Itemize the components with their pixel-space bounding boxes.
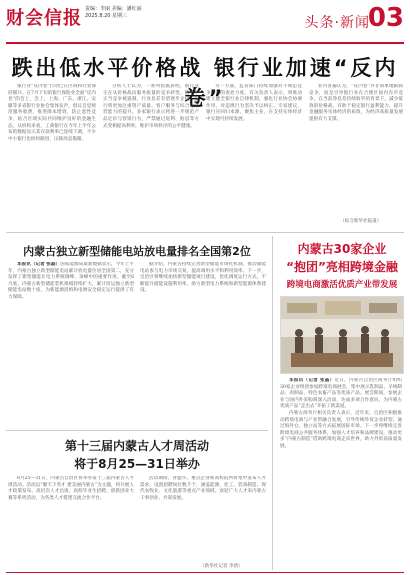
story2-column-2 [140,262,266,427]
lead-headline: 跌出低水平价格战 银行业加速“反内卷” [11,56,399,110]
divider-story2 [6,430,268,431]
masthead [0,0,410,44]
story3-text-2: 活动期间，各盟市、重点企业和高校院所将集中发布人才需求，设置招聘岗位数千个，涵盖能源、化工、装备制造、现代农牧业、文化旅游等重点产业领域。欢迎广大人才来内蒙古干事创业、共谋发展。 [140,476,266,501]
lead-column-4 [309,84,403,216]
lead-text-3: 另一方面，监管部门持续加强对不规范竞争行为的查处力度。有关负责人表示，将推动建立健全银行业自律机制，强化行业协会协调作用，对违规行为坚决予以纠正。专家建议，银行应回归本源，聚焦主业，在支持实体经济中实现可持续发展。 [206,84,302,122]
section-title: 头条·新闻 [304,15,370,31]
story3-headline-line2: 将于8月25—31日举办 [74,457,200,471]
lead-text-1: 银行业“反内卷”行动已在区域和行业保持铺开。在7月下旬的银行保险业全面“反内卷”的会上，会上，上海、广东、浙江、安徽等多省银行业协会集体发声，倡议自觉规范服务收费，推进降本增效，防止恶性竞争，结合区域实际共同维护良好的金融生态。从机构来看，工商银行在今年上半年公布的数据显示其存款利率已连续下调，不少中小银行也纷纷跟进，压降高息揽储。 [8,84,96,142]
lead-signature: （综合新华社报道） [340,219,382,224]
lead-text-2: 分析人士认为，一系列措施表明，银行业正在从价格战向服务质量的竞争转变。随着不正当竞争被遏制，行业息差有望逐步企稳，银行将更加注重资产质量、客户服务与综合化经营能力的提升。多家银行表示将进一步规范产品定价与营销行为，严禁通过返利、贴息等方式变相提高利率，维护市场秩序的公平健康。 [103,84,199,129]
newspaper-logo: 财会信报 [6,8,82,29]
story3-text-1: 8月25—31日，内蒙古自治区将举办第十三届内蒙古人才周活动。活动以“聚天下英才 建美丽内蒙古”为主题，将开展人才政策发布、高层次人才洽谈、高校毕业生招聘、创新创业大赛等系列活动，为各类人才搭建交流合作平台。 [8,476,134,501]
lead-column-2 [103,84,199,226]
exhibition-photo-icon [281,297,403,373]
story2-body-a: 国家能源局最新数据显示，今年上半年，内蒙古独立新型储能电站累计放电量位居全国第二，充分发挥了新型储能在电力系统调峰、顶峰中的重要作用。截至6月底，内蒙古新型储能装机规模持续扩大，累计投运独立新型储能电站数十座，为新能源消纳和电网安全稳定运行提供了有力保障。 [8,262,134,300]
issue-meta [85,6,142,20]
story2-headline: 内蒙古独立新型储能电站放电量排名全国第2位 [23,245,251,258]
page-number: 03 [367,3,404,33]
story4-photo [280,296,404,374]
story4-byline: 本报讯（记者 张晶） [289,378,335,383]
story4-text-1 [280,378,402,411]
story2-column-1 [8,262,134,427]
lead-column-3 [206,84,302,226]
story3-column-2 [140,476,266,562]
story3-signature: （新华社记者 李倩） [200,564,243,569]
masthead-rule [6,42,404,44]
story4-headline-line3: 跨境电商激活优质产业带发展 [286,280,398,290]
story2-text-1 [8,262,134,302]
lead-text-4: 业内普遍认为，“反内卷”并非简单地限制竞争，而是引导银行业在合理区间内有序竞争。在当前净息差持续收窄的背景下，减少低效的价格战，有助于稳定银行盈利能力，提升金融服务实体经济的质效，为经济高质量发展提供有力支撑。 [309,84,403,122]
story4-body [280,378,402,570]
story4-headline-line2: “抱团”亮相跨境金融 [286,260,398,274]
story3-headline-line1: 第十三届内蒙古人才周活动 [64,439,209,453]
story4-text-2: 内蒙古商务厅相关负责人表示，近年来，自治区积极推动跨境电商与产业带融合发展，引导传统外贸企业转型，通过海外仓、独立站等方式拓展国际市场。下一步将继续完善跨境电商公共服务体系，加强人才培养和品牌建设，推动更多“内蒙古制造”借助跨境电商走向世界，助力外贸高质量发展。 [280,410,402,449]
lead-column-1 [8,84,96,226]
footer-rule [6,572,404,573]
meta-date: 2025.8.20 星期三 [85,13,128,19]
story2-text-2: 据介绍，内蒙古持续完善新型储能市场化机制，推动储能电站参与电力市场交易，提高调用水平和利用效率。下一步，自治区将继续加快新型储能项目建设，优化调度运行方式，不断提升储能设施利用率，助力新型电力系统和新型能源体系建设。 [140,262,266,294]
story2-byline: 本报讯（记者 张磊） [17,262,61,267]
story3-column-1 [8,476,134,568]
divider-lead [6,232,404,233]
meta-editors: 责编：李丽 美编：潘红丽 [85,6,142,12]
divider-vertical [272,236,273,570]
story4-headline-line1: 内蒙古30家企业 [297,242,387,256]
story4-body-a: 近日，内蒙古自治区商务厅组织30家企业组团参加跨境电商展会，集中展示乳制品、羊绒制品、肉制品、特色农畜产品等优质产品。展会期间，参展企业与国内外采购商深入洽谈，达成多项合作意向，为内蒙古优质产品“走出去”开拓了新渠道。 [280,378,402,410]
